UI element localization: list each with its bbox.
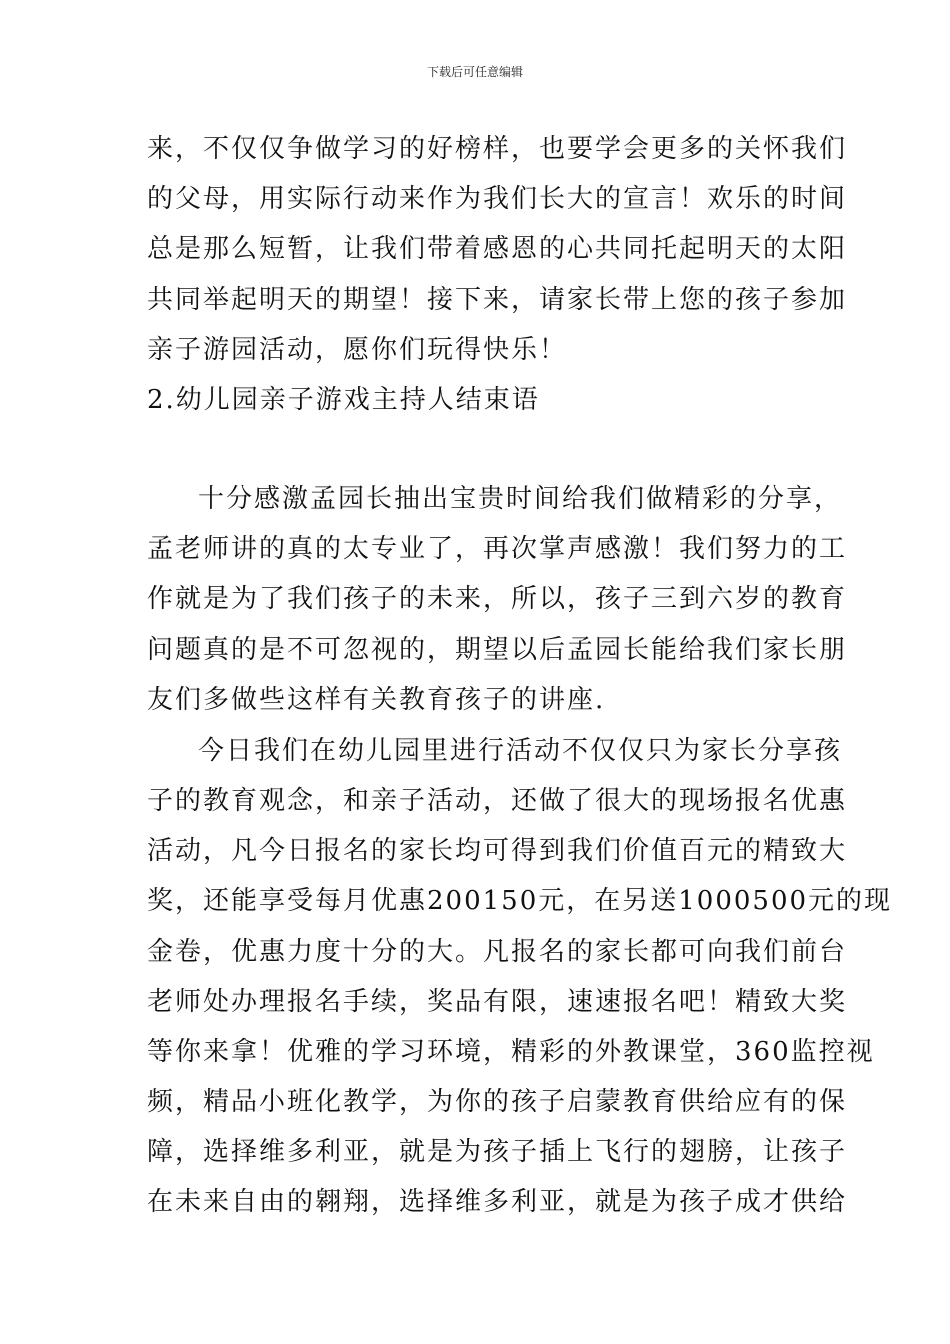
text-line: 共同举起明天的期望！接下来，请家长带上您的孩子参加: [147, 285, 848, 315]
page-header-note: 下载后可任意编辑: [426, 65, 523, 79]
section-heading: 2.幼儿园亲子游戏主持人结束语: [147, 385, 540, 415]
text-line: 等你来拿！优雅的学习环境，精彩的外教课堂，360监控视: [147, 1037, 875, 1067]
text-line: 子的教育观念，和亲子活动，还做了很大的现场报名优惠: [147, 786, 848, 816]
text-line: 友们多做些这样有关教育孩子的讲座.: [147, 685, 606, 715]
text-line: 作就是为了我们孩子的未来，所以，孩子三到六岁的教育: [147, 584, 848, 614]
text-line: 问题真的是不可忽视的，期望以后孟园长能给我们家长朋: [147, 635, 848, 665]
text-line: 在未来自由的翱翔，选择维多利亚，就是为孩子成才供给: [147, 1187, 848, 1217]
text-line: 总是那么短暂，让我们带着感恩的心共同托起明天的太阳: [147, 234, 848, 264]
paragraph-first-line: 今日我们在幼儿园里进行活动不仅仅只为家长分享孩: [198, 736, 843, 766]
text-line: 的父母，用实际行动来作为我们长大的宣言！欢乐的时间: [147, 184, 848, 214]
text-line: 来，不仅仅争做学习的好榜样，也要学会更多的关怀我们: [147, 134, 848, 164]
text-line: 金卷，优惠力度十分的大。凡报名的家长都可向我们前台: [147, 937, 848, 967]
text-line: 老师处办理报名手续，奖品有限，速速报名吧！精致大奖: [147, 987, 848, 1017]
paragraph-first-line: 十分感激孟园长抽出宝贵时间给我们做精彩的分享，: [198, 484, 843, 514]
text-line: 奖，还能享受每月优惠200150元，在另送1000500元的现: [147, 886, 893, 916]
text-line: 频，精品小班化教学，为你的孩子启蒙教育供给应有的保: [147, 1087, 848, 1117]
text-line: 亲子游园活动，愿你们玩得快乐！: [147, 335, 568, 365]
text-line: 活动，凡今日报名的家长均可得到我们价值百元的精致大: [147, 836, 848, 866]
text-line: 障，选择维多利亚，就是为孩子插上飞行的翅膀，让孩子: [147, 1137, 848, 1167]
text-line: 孟老师讲的真的太专业了，再次掌声感激！我们努力的工: [147, 534, 848, 564]
